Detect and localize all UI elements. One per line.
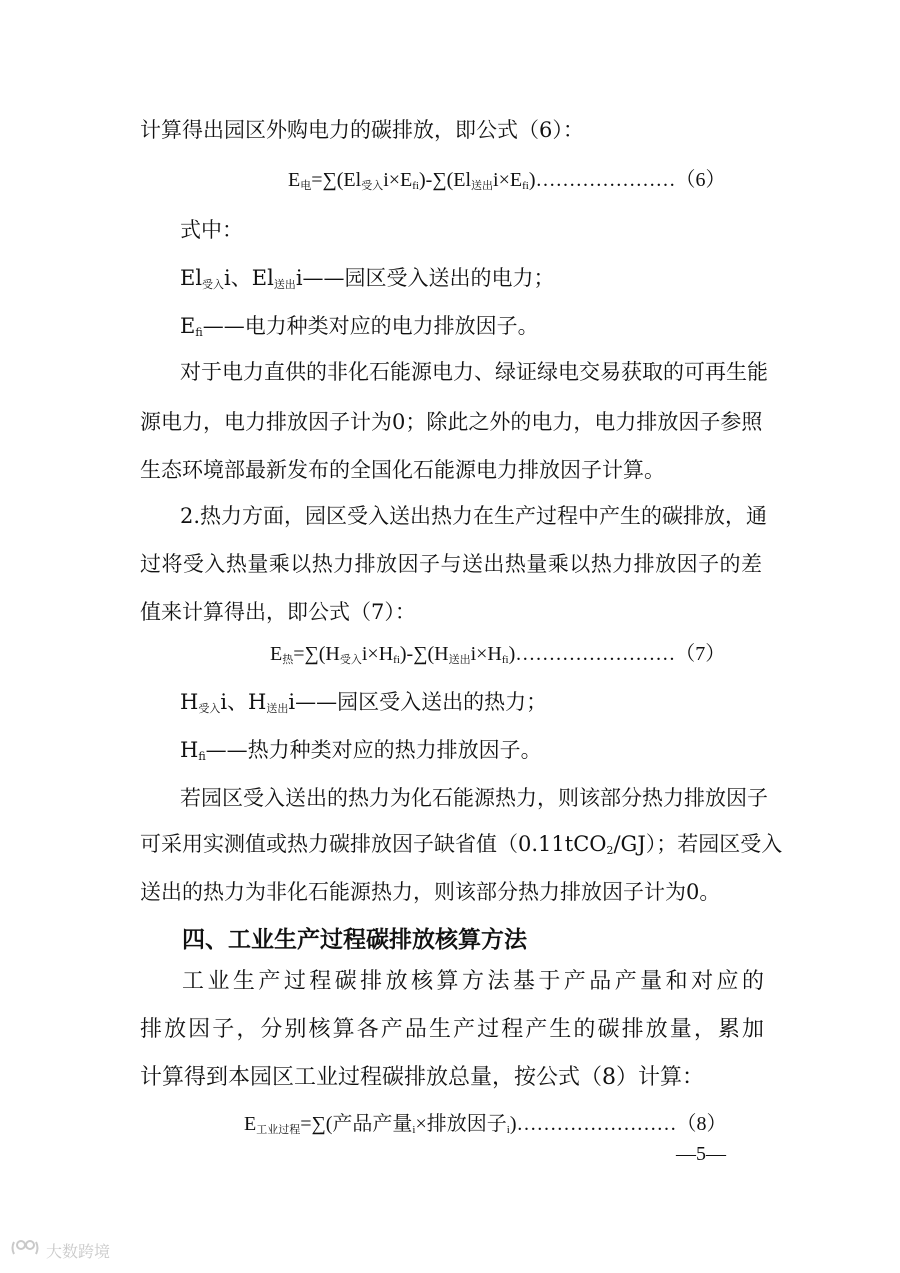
paragraph-line: 生态环境部最新发布的全国化石能源电力排放因子计算。: [140, 458, 665, 482]
section-heading: 四、工业生产过程碳排放核算方法: [182, 927, 527, 953]
definition-h: $H_{受入}i$、$H_{送出}i——$园区受入送出的热力；: [180, 690, 548, 715]
paragraph-line: 若园区受入送出的热力为化石能源热力，则该部分热力排放因子: [180, 786, 768, 810]
paragraph-line: 计算得到本园区工业过程碳排放总量，按公式（8）计算：: [140, 1065, 704, 1090]
paragraph-line: 可采用实测值或热力碳排放因子缺省值（0.11tCO$_2$/GJ）；若园区受入: [140, 832, 783, 857]
definition-hfi: $H_{fi}——$热力种类对应的热力排放因子。: [180, 738, 542, 763]
brand-logo-icon: [10, 1236, 40, 1264]
paragraph-line: 源电力，电力排放因子计为0；除此之外的电力，电力排放因子参照: [140, 410, 763, 434]
paragraph-line: 工业生产过程碳排放核算方法基于产品产量和对应的: [182, 969, 764, 994]
paragraph-line: 2.热力方面，园区受入送出热力在生产过程中产生的碳排放，通: [180, 504, 768, 528]
paragraph-line: 对于电力直供的非化石能源电力、绿证绿电交易获取的可再生能: [180, 360, 768, 384]
formula-6: $E_电=\sum(El_{受入}i\times E_{fi})-\sum(El_{送出}i\times E_{fi})\dots\dots\dots\dots\dots\dots\dots(6)$: [288, 169, 726, 192]
text-line: 式中：: [180, 218, 243, 242]
page-number: —5—: [676, 1143, 726, 1165]
definition-efi: $E_{fi}——$电力种类对应的电力排放因子。: [180, 314, 539, 339]
paragraph-line: 值来计算得出，即公式（7）：: [140, 600, 416, 624]
paragraph-line: 排放因子，分别核算各产品生产过程产生的碳排放量，累加: [140, 1017, 764, 1042]
text-line: 计算得出园区外购电力的碳排放，即公式（6）：: [140, 118, 584, 142]
definition-el: $El_{受入}i$、$El_{送出}i——$园区受入送出的电力；: [180, 266, 555, 291]
formula-8: $E_{工业过程}=\sum$(产品产量$_i$×排放因子$_i$)……………………（8）: [244, 1113, 727, 1136]
watermark: [10, 1236, 110, 1264]
formula-7: $E_热=\sum(H_{受入}i\times H_{fi})-\sum(H_{送出}i\times H_{fi})\dots\dots\dots\dots\dots\dots\dots\dots(7)$: [270, 643, 726, 666]
paragraph-line: 过将受入热量乘以热力排放因子与送出热量乘以热力排放因子的差: [140, 552, 762, 576]
paragraph-line: 送出的热力为非化石能源热力，则该部分热力排放因子计为0。: [140, 880, 721, 904]
watermark-text: 大数跨境: [46, 1241, 111, 1261]
